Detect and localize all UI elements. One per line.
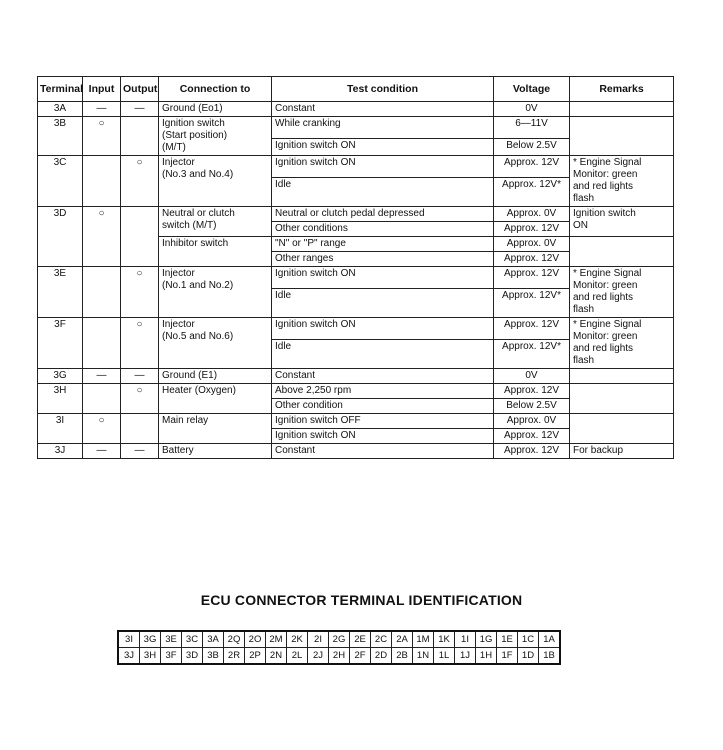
connector-terminal-cell: 2M [266,631,287,648]
connector-terminal-cell: 2B [392,648,413,665]
remarks-cell [570,237,674,267]
input-cell [83,267,121,318]
connector-terminal-cell: 2K [287,631,308,648]
test-condition-cell: Idle [272,340,494,369]
connector-terminal-cell: 2O [245,631,266,648]
terminal-cell: 3F [38,318,83,369]
test-condition-cell: Other condition [272,399,494,414]
header-test-condition: Test condition [272,77,494,102]
connector-terminal-cell: 3A [203,631,224,648]
remarks-cell [570,414,674,444]
voltage-cell: Below 2.5V [494,139,570,156]
output-cell [121,117,159,156]
connection-cell: Inhibitor switch [159,237,272,267]
test-condition-cell: Ignition switch ON [272,267,494,289]
table-row [38,369,674,384]
table-row [38,318,674,340]
connector-terminal-cell: 2I [308,631,329,648]
connector-terminal-cell: 2N [266,648,287,665]
terminal-cell: 3C [38,156,83,207]
input-cell [83,384,121,414]
input-cell [83,318,121,369]
connector-terminal-cell: 3F [161,648,182,665]
connector-terminal-cell: 2G [329,631,350,648]
output-cell: ○ [121,156,159,207]
input-cell: — [83,444,121,459]
voltage-cell: 6—11V [494,117,570,139]
terminal-cell: 3D [38,207,83,267]
connection-cell: Injector (No.5 and No.6) [159,318,272,369]
test-condition-cell: Ignition switch OFF [272,414,494,429]
header-output: Output [121,77,159,102]
connector-terminal-cell: 2J [308,648,329,665]
output-cell: ○ [121,318,159,369]
connector-terminal-cell: 2D [371,648,392,665]
remarks-cell [570,384,674,414]
voltage-cell: Below 2.5V [494,399,570,414]
connector-terminal-cell: 1C [518,631,539,648]
table-row [38,267,674,289]
connector-terminal-cell: 2F [350,648,371,665]
test-condition-cell: "N" or "P" range [272,237,494,252]
ecu-terminal-table [37,76,674,459]
connection-cell: Neutral or clutch switch (M/T) [159,207,272,237]
connection-cell: Battery [159,444,272,459]
test-condition-cell: Constant [272,369,494,384]
connector-terminal-grid [117,630,561,665]
voltage-cell: Approx. 0V [494,237,570,252]
voltage-cell: Approx. 12V [494,444,570,459]
connector-terminal-cell: 3B [203,648,224,665]
remarks-cell [570,117,674,156]
terminal-cell: 3G [38,369,83,384]
connector-terminal-cell: 3D [182,648,203,665]
output-cell: ○ [121,384,159,414]
terminal-cell: 3I [38,414,83,444]
header-voltage: Voltage [494,77,570,102]
table-row [38,384,674,399]
output-cell [121,207,159,267]
remarks-cell: For backup [570,444,674,459]
remarks-cell: * Engine Signal Monitor: green and red lights flash [570,267,674,318]
terminal-cell: 3B [38,117,83,156]
connector-terminal-cell: 2E [350,631,371,648]
connector-terminal-cell: 1B [539,648,561,665]
test-condition-cell: Other ranges [272,252,494,267]
test-condition-cell: Ignition switch ON [272,139,494,156]
header-remarks: Remarks [570,77,674,102]
voltage-cell: Approx. 12V [494,267,570,289]
connector-terminal-cell: 1I [455,631,476,648]
input-cell: — [83,102,121,117]
remarks-cell: * Engine Signal Monitor: green and red lights flash [570,318,674,369]
terminal-cell: 3A [38,102,83,117]
connection-cell: Ignition switch (Start position) (M/T) [159,117,272,156]
connector-terminal-cell: 3H [140,648,161,665]
table-row [38,207,674,222]
remarks-cell: Ignition switch ON [570,207,674,237]
test-condition-cell: Idle [272,178,494,207]
connector-terminal-cell: 3J [118,648,140,665]
connector-heading: ECU CONNECTOR TERMINAL IDENTIFICATION [200,592,523,608]
output-cell [121,414,159,444]
test-condition-cell: Ignition switch ON [272,318,494,340]
table-row [38,102,674,117]
voltage-cell: Approx. 0V [494,414,570,429]
connection-cell: Main relay [159,414,272,444]
voltage-cell: Approx. 0V [494,207,570,222]
voltage-cell: Approx. 12V [494,222,570,237]
voltage-cell: Approx. 12V* [494,178,570,207]
output-cell: — [121,444,159,459]
terminal-cell: 3E [38,267,83,318]
connector-terminal-cell: 1E [497,631,518,648]
connector-terminal-cell: 1N [413,648,434,665]
connector-terminal-cell: 1A [539,631,561,648]
connector-terminal-cell: 1L [434,648,455,665]
connector-terminal-cell: 1F [497,648,518,665]
test-condition-cell: Ignition switch ON [272,429,494,444]
connector-terminal-cell: 1K [434,631,455,648]
voltage-cell: Approx. 12V [494,252,570,267]
terminal-cell: 3J [38,444,83,459]
input-cell [83,156,121,207]
connector-terminal-cell: 2L [287,648,308,665]
voltage-cell: 0V [494,369,570,384]
table-header-row [38,77,674,102]
connector-terminal-cell: 1G [476,631,497,648]
header-connection: Connection to [159,77,272,102]
connector-terminal-cell: 3E [161,631,182,648]
connector-terminal-cell: 1J [455,648,476,665]
connector-terminal-cell: 2A [392,631,413,648]
test-condition-cell: Neutral or clutch pedal depressed [272,207,494,222]
voltage-cell: 0V [494,102,570,117]
test-condition-cell: Constant [272,102,494,117]
connector-terminal-cell: 1M [413,631,434,648]
test-condition-cell: Ignition switch ON [272,156,494,178]
connection-cell: Injector (No.1 and No.2) [159,267,272,318]
connector-terminal-cell: 1H [476,648,497,665]
connector-terminal-cell: 2Q [224,631,245,648]
connector-row-top [118,631,560,648]
table-row [38,414,674,429]
connector-terminal-cell: 2C [371,631,392,648]
connection-cell: Ground (Eo1) [159,102,272,117]
voltage-cell: Approx. 12V* [494,289,570,318]
voltage-cell: Approx. 12V [494,318,570,340]
connector-terminal-cell: 1D [518,648,539,665]
test-condition-cell: Above 2,250 rpm [272,384,494,399]
connector-terminal-cell: 3G [140,631,161,648]
terminal-cell: 3H [38,384,83,414]
voltage-cell: Approx. 12V [494,384,570,399]
connection-cell: Ground (E1) [159,369,272,384]
remarks-cell [570,369,674,384]
input-cell: ○ [83,117,121,156]
connector-terminal-cell: 3I [118,631,140,648]
connector-row-bottom [118,648,560,665]
remarks-cell [570,102,674,117]
test-condition-cell: While cranking [272,117,494,139]
input-cell: — [83,369,121,384]
connector-terminal-cell: 2P [245,648,266,665]
output-cell: — [121,369,159,384]
table-row [38,156,674,178]
input-cell: ○ [83,414,121,444]
test-condition-cell: Other conditions [272,222,494,237]
voltage-cell: Approx. 12V [494,156,570,178]
connector-terminal-cell: 3C [182,631,203,648]
output-cell: ○ [121,267,159,318]
test-condition-cell: Constant [272,444,494,459]
connector-terminal-cell: 2R [224,648,245,665]
remarks-cell: * Engine Signal Monitor: green and red lights flash [570,156,674,207]
output-cell: — [121,102,159,117]
table-row [38,444,674,459]
connector-terminal-cell: 2H [329,648,350,665]
input-cell: ○ [83,207,121,267]
table-row [38,117,674,139]
voltage-cell: Approx. 12V [494,429,570,444]
test-condition-cell: Idle [272,289,494,318]
header-terminal: Terminal [38,77,83,102]
header-input: Input [83,77,121,102]
connection-cell: Injector (No.3 and No.4) [159,156,272,207]
voltage-cell: Approx. 12V* [494,340,570,369]
connection-cell: Heater (Oxygen) [159,384,272,414]
